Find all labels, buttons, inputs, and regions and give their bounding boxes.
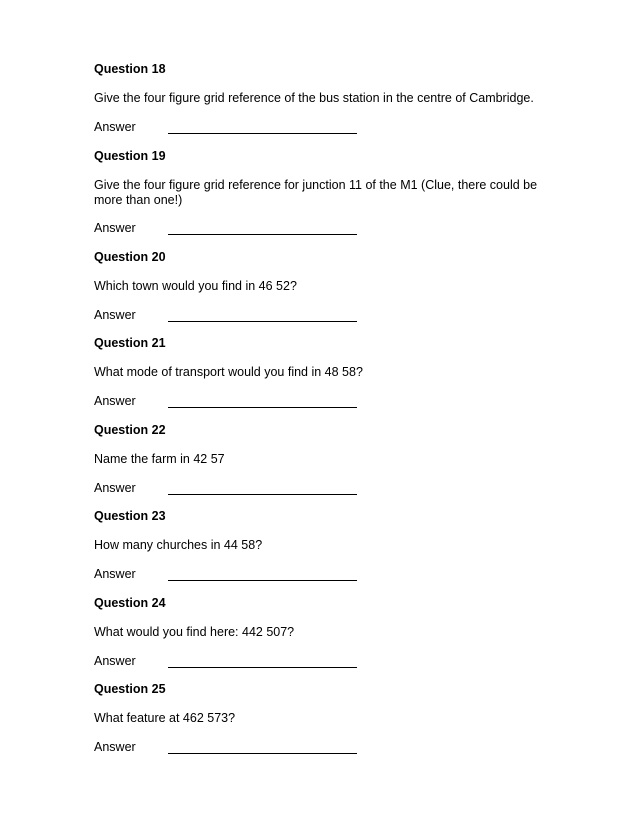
question-text: What feature at 462 573? xyxy=(94,711,236,725)
answer-row xyxy=(94,221,364,236)
question-23 xyxy=(94,509,554,596)
question-heading: Question 19 xyxy=(94,148,166,163)
answer-line[interactable] xyxy=(168,133,357,134)
question-25 xyxy=(94,682,554,769)
question-heading: Question 22 xyxy=(94,422,166,437)
question-heading: Question 23 xyxy=(94,509,166,523)
question-20 xyxy=(94,250,554,337)
answer-row xyxy=(94,654,364,669)
question-heading: Question 20 xyxy=(94,249,166,264)
question-text: Give the four figure grid reference of the bus station in the centre of Cambridge. xyxy=(94,91,534,105)
answer-line[interactable] xyxy=(168,494,357,495)
question-heading: Question 21 xyxy=(94,336,166,350)
question-text: Name the farm in 42 57 xyxy=(94,451,225,466)
question-heading: Question 24 xyxy=(94,595,166,610)
answer-label: Answer xyxy=(94,394,136,408)
answer-line[interactable] xyxy=(168,321,357,322)
question-text: What would you find here: 442 507? xyxy=(94,624,295,639)
question-22 xyxy=(94,423,554,510)
worksheet-page xyxy=(94,62,554,769)
answer-label: Answer xyxy=(94,740,136,754)
answer-label: Answer xyxy=(94,120,136,134)
answer-label: Answer xyxy=(94,653,136,668)
answer-line[interactable] xyxy=(168,753,357,754)
question-text: How many churches in 44 58? xyxy=(94,538,263,552)
answer-label: Answer xyxy=(94,220,136,235)
answer-line[interactable] xyxy=(168,407,357,408)
answer-label: Answer xyxy=(94,307,136,322)
question-text: Give the four figure grid reference for junction 11 of the M1 (Clue, there could be more than one!) xyxy=(94,177,538,207)
answer-row xyxy=(94,120,364,135)
question-text: Which town would you find in 46 52? xyxy=(94,278,297,293)
answer-label: Answer xyxy=(94,567,136,581)
question-text: What mode of transport would you find in 48 58? xyxy=(94,365,363,379)
answer-row xyxy=(94,394,364,409)
question-19 xyxy=(94,149,554,250)
question-21 xyxy=(94,336,554,423)
answer-row xyxy=(94,481,364,496)
answer-row xyxy=(94,740,364,755)
answer-row xyxy=(94,567,364,582)
question-heading: Question 18 xyxy=(94,62,166,76)
answer-label: Answer xyxy=(94,480,136,495)
answer-line[interactable] xyxy=(168,667,357,668)
answer-line[interactable] xyxy=(168,234,357,235)
answer-row xyxy=(94,308,364,323)
question-18 xyxy=(94,62,554,149)
question-24 xyxy=(94,596,554,683)
question-heading: Question 25 xyxy=(94,682,166,696)
answer-line[interactable] xyxy=(168,580,357,581)
